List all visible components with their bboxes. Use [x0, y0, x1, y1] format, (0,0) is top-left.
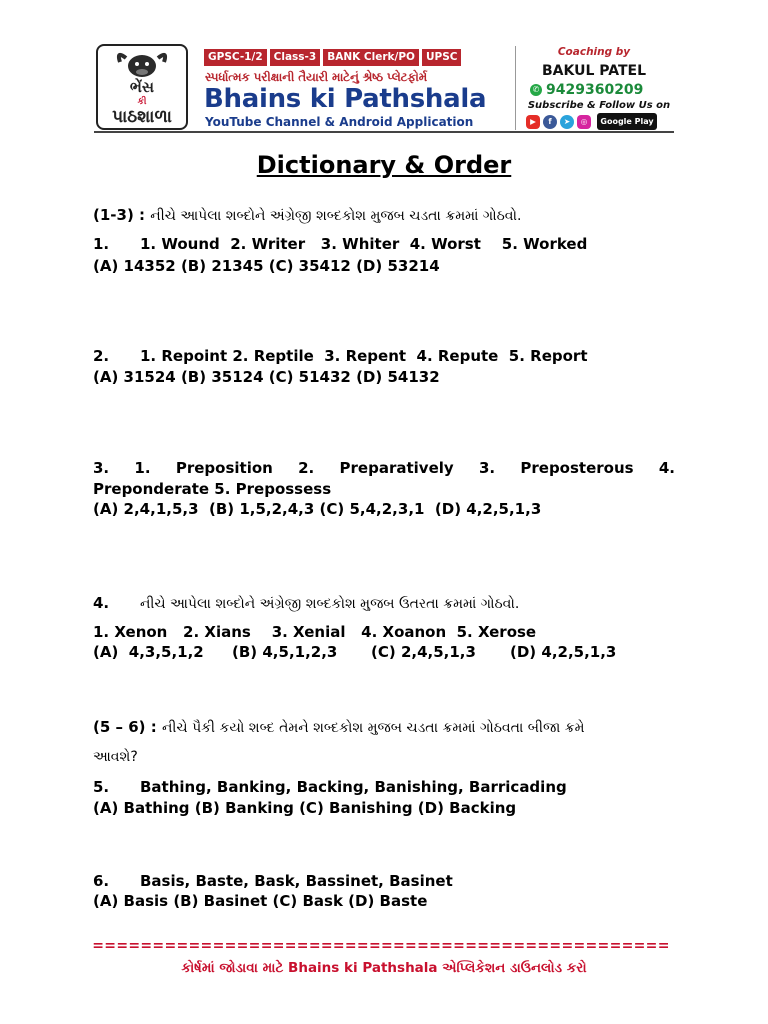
- question-3-options: (A) 2,4,1,5,3 (B) 1,5,2,4,3 (C) 5,4,2,3,1 (D) 4,2,5,1,3: [93, 500, 542, 518]
- logo-line-1: ભેંસ: [129, 78, 155, 96]
- question-number: 1.: [93, 235, 110, 253]
- question-word: Preposition: [175, 459, 273, 477]
- youtube-icon[interactable]: ▶: [526, 115, 540, 129]
- option: (A) 4,3,5,1,2: [93, 643, 204, 661]
- exam-tags: [204, 49, 461, 66]
- instruction-5-6: [93, 718, 675, 736]
- question-number: 2.: [93, 347, 110, 365]
- header-divider: [515, 46, 516, 130]
- instruction-number: (5 – 6) :: [93, 718, 157, 736]
- question-2-words: [93, 347, 675, 365]
- question-number: 5.: [93, 778, 110, 796]
- page-title: Dictionary & Order: [256, 151, 512, 179]
- google-play-badge[interactable]: Google Play: [597, 113, 657, 130]
- coach-name: BAKUL PATEL: [541, 63, 647, 79]
- instruction-text: નીચે આપેલા શબ્દોને અંગ્રેજી શબ્દકોશ મુજબ ઉતરતા ક્રમમાં ગોઠવો.: [140, 596, 520, 612]
- question-1-options: (A) 14352 (B) 21345 (C) 35412 (D) 53214: [93, 257, 440, 275]
- question-3-words-cont: Preponderate 5. Prepossess: [93, 480, 332, 498]
- brand-subtitle: YouTube Channel & Android Application: [205, 115, 474, 129]
- question-word: Preposterous: [520, 459, 634, 477]
- exam-tag: Class-3: [270, 49, 321, 66]
- gujarati-tagline: સ્પર્ધાત્મક પરીક્ષાની તૈયારી માટેનું શ્રેષ્ઠ પ્લેટફોર્મ: [205, 70, 428, 84]
- phone-row: [530, 82, 670, 98]
- option: (B) 4,5,1,2,3: [232, 643, 338, 661]
- question-6-options: (A) Basis (B) Basinet (C) Bask (D) Baste: [93, 892, 428, 910]
- phone-number: 9429360209: [546, 82, 644, 98]
- question-word: 3.: [478, 459, 496, 477]
- option: (C) 2,4,5,1,3: [371, 643, 476, 661]
- option: (D) 4,2,5,1,3: [510, 643, 617, 661]
- question-number: 3.: [93, 459, 110, 477]
- instruction-text: નીચે પૈકી કયો શબ્દ તેમને શબ્દકોશ મુજબ ચડતા ક્રમમાં ગોઠવતા બીજા ક્રમે: [161, 720, 585, 736]
- question-5-words: [93, 778, 675, 796]
- social-icons: [526, 113, 657, 130]
- exam-tag: UPSC: [422, 49, 462, 66]
- question-4-words: 1. Xenon 2. Xians 3. Xenial 4. Xoanon 5. Xerose: [93, 623, 537, 641]
- instruction-5-6-cont: આવશે?: [93, 749, 138, 765]
- telegram-icon[interactable]: ➤: [560, 115, 574, 129]
- instruction-1-3: [93, 206, 675, 224]
- follow-label: Subscribe & Follow Us on: [527, 100, 671, 111]
- question-4-instruction: [93, 594, 675, 612]
- question-words: 1. Wound 2. Writer 3. Whiter 4. Worst 5. Worked: [140, 235, 588, 253]
- header-rule: [94, 131, 674, 133]
- question-4-options: [93, 643, 675, 661]
- footer-rule: ================================================: [92, 938, 670, 954]
- question-5-options: (A) Bathing (B) Banking (C) Banishing (D) Backing: [93, 799, 517, 817]
- question-3-words: [93, 459, 675, 477]
- question-1-words: [93, 235, 675, 253]
- question-words: 1. Repoint 2. Reptile 3. Repent 4. Repute 5. Report: [140, 347, 588, 365]
- coaching-by-label: Coaching by: [557, 46, 631, 58]
- question-number: 6.: [93, 872, 110, 890]
- exam-tag: BANK Clerk/PO: [323, 49, 419, 66]
- instruction-number: (1-3) :: [93, 206, 146, 224]
- question-words: Bathing, Banking, Backing, Banishing, Barricading: [140, 778, 567, 796]
- question-word: Preparatively: [339, 459, 454, 477]
- instruction-text: નીચે આપેલા શબ્દોને અંગ્રેજી શબ્દકોશ મુજબ ચડતા ક્રમમાં ગોઠવો.: [150, 208, 522, 224]
- brand-logo: [96, 44, 188, 130]
- brand-name: Bhains ki Pathshala: [204, 84, 487, 114]
- page-header: [94, 44, 674, 132]
- logo-line-2: કી: [137, 97, 147, 107]
- facebook-icon[interactable]: f: [543, 115, 557, 129]
- question-number: 4.: [93, 594, 110, 612]
- question-words: Basis, Baste, Bask, Bassinet, Basinet: [140, 872, 453, 890]
- question-word: 4.: [658, 459, 675, 477]
- question-2-options: (A) 31524 (B) 35124 (C) 51432 (D) 54132: [93, 368, 440, 386]
- instagram-icon[interactable]: ◎: [577, 115, 591, 129]
- footer-text: કોર્ષમાં જોડાવા માટે Bhains ki Pathshala એપ્લિકેશન ડાઉનલોડ કરો: [181, 960, 587, 976]
- question-6-words: [93, 872, 675, 890]
- exam-tag: GPSC-1/2: [204, 49, 267, 66]
- question-word: 1.: [134, 459, 151, 477]
- logo-line-3: પાઠશાળા: [112, 107, 172, 127]
- whatsapp-icon: ✆: [530, 84, 542, 96]
- question-word: 2.: [298, 459, 315, 477]
